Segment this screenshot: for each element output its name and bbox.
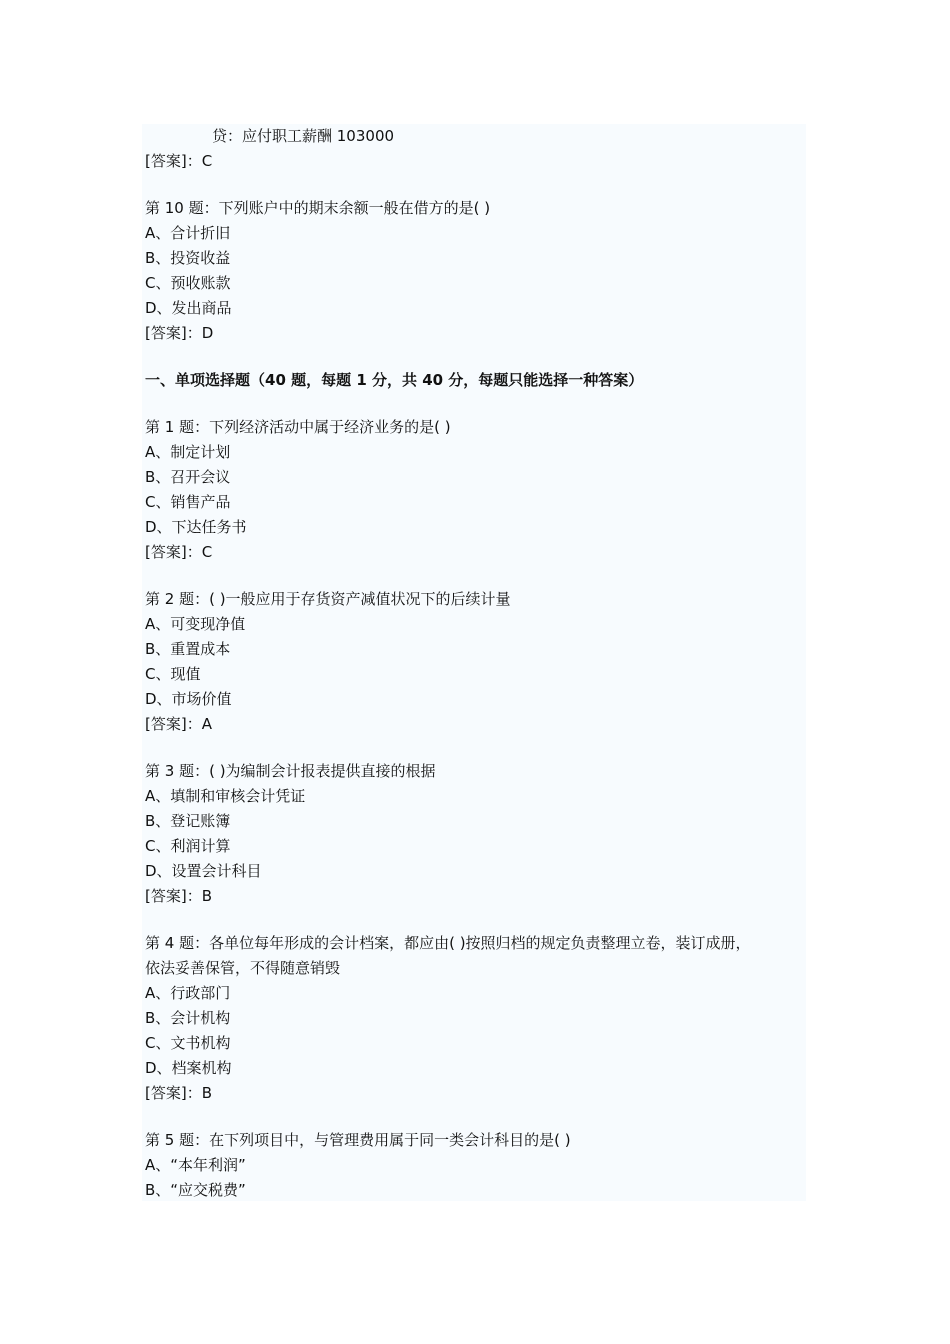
option-a: A、填制和审核会计凭证 [145,787,306,805]
question-text: 第 10 题：下列账户中的期末余额一般在借方的是( ) [145,199,491,217]
journal-entry-line: 贷：应付职工薪酬 103000 [212,127,395,145]
question-text-line-2: 依法妥善保管，不得随意销毁 [145,959,341,977]
question-block-5 [142,1128,806,1203]
option-a: A、行政部门 [145,984,231,1002]
answer-line: [答案]：B [145,887,212,905]
option-a: A、可变现净值 [145,615,246,633]
question-block-1 [142,415,806,565]
question-text: 第 3 题：( )为编制会计报表提供直接的根据 [145,762,436,780]
option-b: B、会计机构 [145,1009,231,1027]
option-a: A、制定计划 [145,443,231,461]
option-a: A、合计折旧 [145,224,231,242]
option-b: B、重置成本 [145,640,231,658]
question-text: 第 1 题：下列经济活动中属于经济业务的是( ) [145,418,451,436]
option-c: C、预收账款 [145,274,231,292]
option-b: B、“应交税费” [145,1181,246,1199]
answer-line: [答案]：C [145,543,213,561]
option-c: C、销售产品 [145,493,231,511]
question-block-3 [142,759,806,909]
answer-line: [答案]：B [145,1084,212,1102]
option-d: D、下达任务书 [145,518,247,536]
section-title: 一、单项选择题（40 题，每题 1 分，共 40 分，每题只能选择一种答案） [145,371,644,389]
document-page [142,124,806,1201]
option-d: D、市场价值 [145,690,232,708]
question-text: 第 2 题：( )一般应用于存货资产减值状况下的后续计量 [145,590,511,608]
answer-line: [答案]：D [145,324,214,342]
question-text: 第 5 题：在下列项目中，与管理费用属于同一类会计科目的是( ) [145,1131,571,1149]
option-c: C、现值 [145,665,201,683]
option-c: C、利润计算 [145,837,231,855]
option-d: D、档案机构 [145,1059,232,1077]
question-text-line-1: 第 4 题：各单位每年形成的会计档案，都应由( )按照归档的规定负责整理立卷，装订成册， [145,934,751,952]
option-b: B、召开会议 [145,468,231,486]
answer-line: [答案]：A [145,715,212,733]
option-c: C、文书机构 [145,1034,231,1052]
question-block-2 [142,587,806,737]
question-block-4 [142,931,806,1106]
option-b: B、登记账簿 [145,812,231,830]
option-b: B、投资收益 [145,249,231,267]
option-d: D、设置会计科目 [145,862,262,880]
question-block-10 [142,196,806,346]
option-d: D、发出商品 [145,299,232,317]
answer-line: [答案]：C [145,152,213,170]
option-a: A、“本年利润” [145,1156,246,1174]
